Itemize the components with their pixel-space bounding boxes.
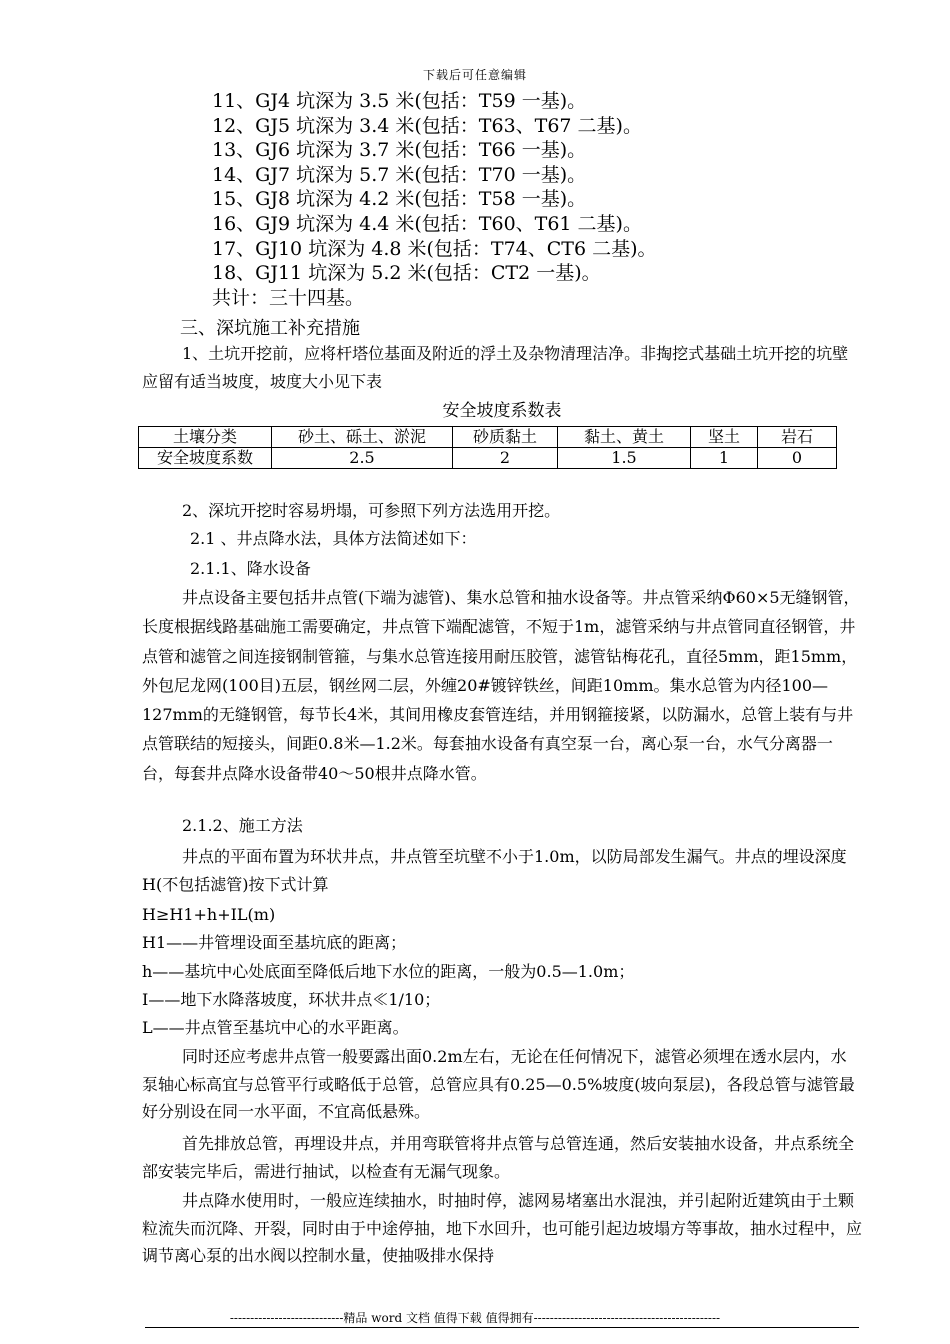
list-total: 共计：三十四基。 (212, 286, 365, 309)
table-cell: 坚土 (691, 427, 758, 448)
table-header-row (139, 427, 837, 448)
list-item: 12、GJ5 坑深为 3.4 米(包括：T63、T67 二基)。 (212, 114, 642, 137)
consider-block (142, 1043, 862, 1126)
table-title: 安全坡度系数表 (442, 401, 562, 421)
section-3-heading: 三、深坑施工补充措施 (180, 318, 360, 339)
heading-2-1: 2.1 、井点降水法，具体方法简述如下： (190, 529, 477, 548)
paragraph-2: 2、深坑开挖时容易坍塌，可参照下列方法选用开挖。 (182, 501, 561, 520)
table-cell: 砂质黏土 (453, 427, 558, 448)
list-item: 17、GJ10 坑深为 4.8 米(包括：T74、CT6 二基)。 (212, 237, 657, 260)
list-item: 13、GJ6 坑深为 3.7 米(包括：T66 一基)。 (212, 139, 587, 162)
table-row (139, 448, 837, 469)
heading-2-1-1: 2.1.1、降水设备 (190, 559, 311, 578)
list-item: 15、GJ8 坑深为 4.2 米(包括：T58 一基)。 (212, 188, 587, 211)
list-item: 11、GJ4 坑深为 3.5 米(包括：T59 一基)。 (212, 90, 587, 112)
definition-l: L——井点管至基坑中心的水平距离。 (142, 1018, 409, 1037)
table-cell: 1.5 (558, 448, 691, 469)
definition-h1: H1——井管埋设面至基坑底的距离； (142, 933, 407, 952)
use-block (142, 1187, 862, 1270)
heading-2-1-2: 2.1.2、施工方法 (182, 816, 303, 835)
install-block (142, 1130, 862, 1185)
table-cell: 0 (758, 448, 837, 469)
paragraph-1-block (142, 340, 862, 395)
table-cell: 黏土、黄土 (558, 427, 691, 448)
paragraph-use: 井点降水使用时，一般应连续抽水，时抽时停，滤网易堵塞出水混浊，并引起附近建筑由于土颗粒流失而沉降、开裂，同时由于中途停抽，地下水回升，也可能引起边坡塌方等事故，抽水过程中，应调节离心泵的出水阀以控制水量，使抽吸排水保持 (142, 1191, 863, 1265)
layout-block (142, 843, 862, 898)
list-item: 14、GJ7 坑深为 5.7 米(包括：T70 一基)。 (212, 163, 587, 186)
header-note: 下载后可任意编辑 (422, 68, 527, 82)
table-cell: 砂土、砾土、淤泥 (272, 427, 453, 448)
paragraph-equipment: 井点设备主要包括井点管(下端为滤管)、集水总管和抽水设备等。井点管采纳Φ60×5无缝钢管，长度根据线路基础施工需要确定，井点管下端配滤管，不短于1m，滤管采纳与井点管同直径钢管，井点管和滤管之间连接钢制管箍，与集水总管连接用耐压胶管，滤管钻梅花孔，直径5mm，距15mm，外包尼龙网(100目)五层，钢丝网二层，外缠20#镀锌铁丝，间距10mm。集水总管为内径100—127mm的无缝钢管，每节长4米，其间用橡皮套管连结，并用钢箍接紧，以防漏水，总管上装有与井点管联结的短接头，间距0.8米—1.2米。每套抽水设备有真空泵一台，离心泵一台，水气分离器一台，每套井点降水设备带40～50根井点降水管。 (142, 588, 860, 783)
footer-rule (145, 1327, 859, 1328)
equipment-block (142, 583, 862, 788)
definition-h: h——基坑中心处底面至降低后地下水位的距离，一般为0.5—1.0m； (142, 962, 635, 981)
table-cell: 安全坡度系数 (139, 448, 272, 469)
paragraph-1: 1、土坑开挖前，应将杆塔位基面及附近的浮土及杂物清理洁净。非掏挖式基础土坑开挖的坑壁应留有适当坡度，坡度大小见下表 (142, 344, 849, 391)
pit-depth-list (212, 89, 657, 310)
table-cell: 2 (453, 448, 558, 469)
list-item: 16、GJ9 坑深为 4.4 米(包括：T60、T61 二基)。 (212, 212, 642, 235)
table-cell: 岩石 (758, 427, 837, 448)
footer-note: ----------------------------精品 word 文档 值得下载 值得拥有---------------------------------------------- (229, 1311, 721, 1325)
table-cell: 2.5 (272, 448, 453, 469)
slope-coefficient-table (138, 426, 837, 469)
formula: H≥H1+h+IL(m) (142, 905, 276, 924)
table-cell: 土壤分类 (139, 427, 272, 448)
paragraph-install: 首先排放总管，再埋设井点，并用弯联管将井点管与总管连通，然后安装抽水设备，井点系统全部安装完毕后，需进行抽试，以检查有无漏气现象。 (142, 1134, 855, 1181)
list-item: 18、GJ11 坑深为 5.2 米(包括：CT2 一基)。 (212, 262, 601, 285)
definition-i: I——地下水降落坡度，环状井点≪1/10； (142, 990, 441, 1009)
paragraph-consider: 同时还应考虑井点管一般要露出面0.2m左右，无论在任何情况下，滤管必须埋在透水层内，水泵轴心标高宜与总管平行或略低于总管，总管应具有0.25—0.5%坡度(坡向泵层)，各段总管与滤管最好分别设在同一水平面，不宜高低悬殊。 (142, 1047, 855, 1121)
table-cell: 1 (691, 448, 758, 469)
paragraph-layout: 井点的平面布置为环状井点，井点管至坑壁不小于1.0m，以防局部发生漏气。井点的埋设深度H(不包括滤管)按下式计算 (142, 847, 847, 894)
